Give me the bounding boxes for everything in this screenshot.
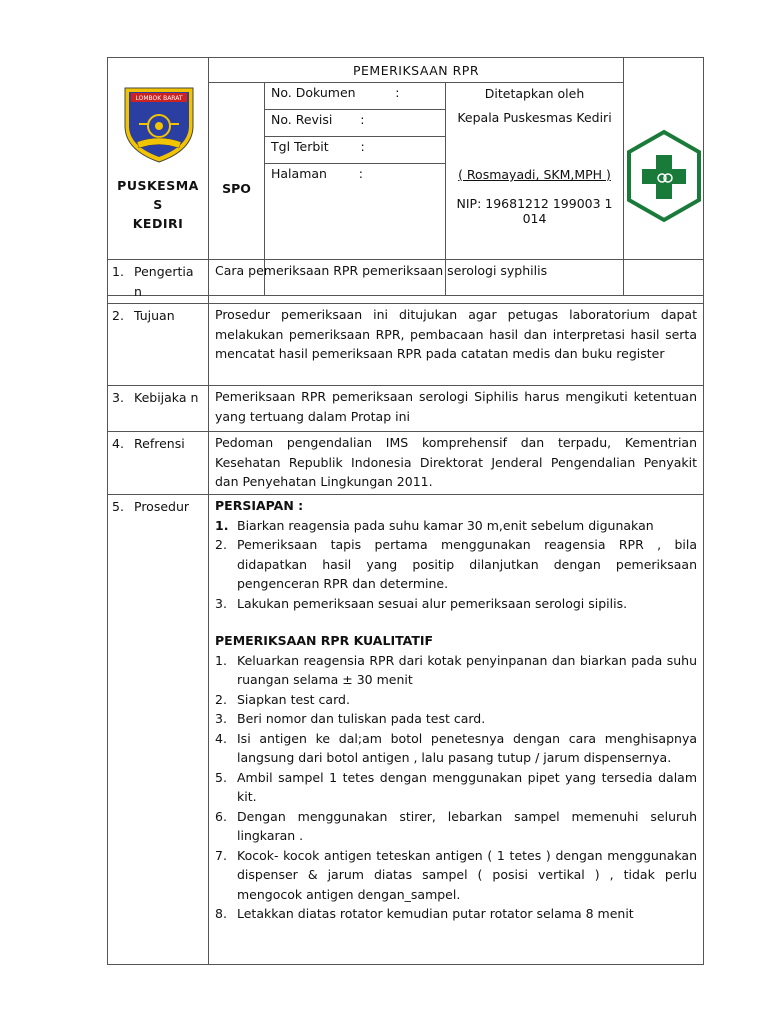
row-kebijakan — [108, 386, 704, 432]
list-item-text: Pemeriksaan tapis pertama menggunakan reagensia RPR , bila didapatkan hasil yang positip dilanjutkan dengan pemeriksaan pengenceran RPR dan determine. — [237, 537, 697, 591]
list-item-text: Keluarkan reagensia RPR dari kotak penyinpanan dan biarkan pada suhu ruangan selama ± 30 menit — [237, 652, 697, 687]
list-item — [215, 807, 697, 846]
svg-text:LOMBOK BARAT: LOMBOK BARAT — [135, 95, 183, 102]
spo-label: SPO — [209, 83, 265, 296]
label-pengertian: 1. Pengertia n — [108, 260, 209, 304]
no-revisi-label: No. Revisi : — [265, 110, 446, 137]
list-item-text: Biarkan reagensia pada suhu kamar 30 m,enit sebelum digunakan — [237, 517, 654, 533]
text-tujuan: Prosedur pemeriksaan ini ditujukan agar petugas laboratorium dapat melakukan pemeriksaan RPR, pembacaan hasil dan interpretasi hasil serta mencatat hasil pemeriksaan RPR pada catatan medis dan buku register — [209, 304, 704, 386]
tgl-terbit-label: Tgl Terbit : — [265, 137, 446, 164]
lombok-barat-emblem — [119, 84, 199, 164]
kepala-label: Kepala Puskesmas Kediri — [457, 110, 612, 125]
list-item-text: Siapkan test card. — [237, 691, 350, 707]
row-prosedur — [108, 495, 704, 965]
list-item-number: 1. — [215, 652, 227, 668]
list-item-text: Letakkan diatas rotator kemudian putar rotator selama 8 menit — [237, 906, 634, 921]
text-referensi: Pedoman pengendalian IMS komprehensif dan terpadu, Kementrian Kesehatan Republik Indonesia Direktorat Jenderal Pengendalian Penyakit dan Penyehatan Lingkungan 2011. — [209, 432, 704, 495]
label-tujuan: 2. Tujuan — [108, 304, 209, 386]
no-dokumen-label: No. Dokumen : — [265, 83, 446, 110]
list-item-number: 3. — [215, 595, 227, 611]
text-prosedur — [209, 495, 704, 965]
persiapan-heading: PERSIAPAN : — [215, 498, 304, 513]
kualitatif-list — [215, 651, 697, 924]
list-item — [215, 535, 697, 594]
procedure-table — [107, 259, 704, 965]
text-kebijakan: Pemeriksaan RPR pemeriksaan serologi Siphilis harus mengikuti ketentuan yang tertuang dalam Protap ini — [209, 386, 704, 432]
list-item — [215, 516, 697, 536]
ditetapkan-label: Ditetapkan oleh — [484, 86, 585, 101]
list-item-text: Ambil sampel 1 tetes dengan menggunakan pipet yang tersedia dalam kit. — [237, 769, 697, 804]
persiapan-list — [215, 516, 697, 614]
signer-name: ( Rosmayadi, SKM,MPH ) — [458, 167, 611, 182]
text-pengertian: Cara pemeriksaan RPR pemeriksaan serologi syphilis — [209, 260, 704, 304]
list-item — [215, 594, 697, 614]
halaman-label: Halaman : — [265, 164, 446, 191]
list-item-text: Lakukan pemeriksaan sesuai alur pemeriksaan serologi sipilis. — [237, 595, 628, 611]
row-referensi — [108, 432, 704, 495]
list-item — [215, 904, 697, 924]
list-item-number: 2. — [215, 691, 227, 707]
list-item-number: 8. — [215, 906, 227, 921]
list-item-number: 1. — [215, 517, 229, 533]
list-item — [215, 690, 697, 710]
list-item-number: 4. — [215, 730, 227, 746]
label-kebijakan: 3. Kebijaka n — [108, 386, 209, 432]
list-item — [215, 768, 697, 807]
list-item-text: Dengan menggunakan stirer, lebarkan sampel memenuhi seluruh lingkaran . — [237, 808, 697, 843]
list-item-text: Kocok- kocok antigen teteskan antigen ( 1 tetes ) dengan menggunakan dispenser & jarum diatas sampel ( posisi vertikal ) , tidak perlu mengocok antigen dengan_sampel. — [237, 847, 697, 902]
label-prosedur: 5. Prosedur — [108, 495, 209, 965]
kualitatif-heading: PEMERIKSAAN RPR KUALITATIF — [215, 633, 434, 648]
list-item — [215, 709, 697, 729]
list-item-number: 2. — [215, 537, 227, 552]
org-name-line1: PUSKESMA — [117, 178, 199, 193]
nip-label: NIP: 19681212 199003 1 014 — [456, 196, 613, 226]
row-pengertian — [108, 260, 704, 304]
list-item-number: 3. — [215, 711, 227, 726]
list-item-number: 6. — [215, 808, 227, 824]
document-title: PEMERIKSAAN RPR — [209, 58, 624, 83]
org-name-line2: S — [153, 197, 163, 212]
puskesmas-logo-icon — [625, 129, 703, 223]
list-item-text: Isi antigen ke dal;am botol penetesnya dengan cara menghisapnya langsung dari botol antigen , lalu pasang tutup / jarum dispensernya. — [237, 730, 697, 765]
label-referensi: 4. Refrensi — [108, 432, 209, 495]
list-item — [215, 729, 697, 768]
list-item-text: Beri nomor dan tuliskan pada test card. — [237, 711, 486, 726]
row-tujuan — [108, 304, 704, 386]
list-item-number: 5. — [215, 769, 227, 785]
org-name-line3: KEDIRI — [132, 216, 184, 231]
list-item — [215, 846, 697, 905]
list-item-number: 7. — [215, 847, 227, 863]
list-item — [215, 651, 697, 690]
